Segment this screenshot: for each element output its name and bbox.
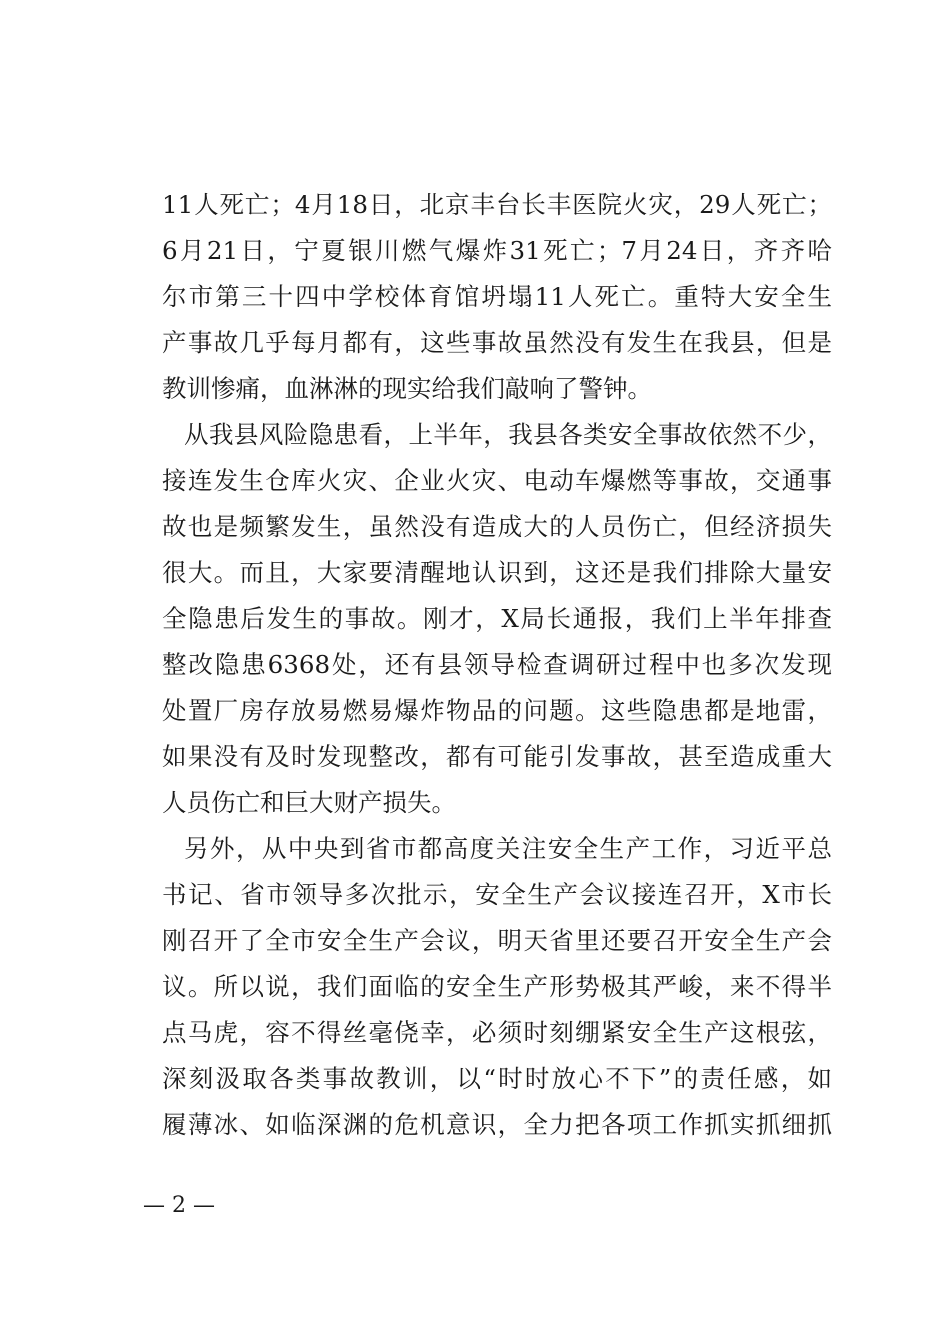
text-line: 整改隐患6368处，还有县领导检查调研过程中也多次发现 — [162, 650, 832, 679]
text-line: 刚召开了全市安全生产会议，明天省里还要召开安全生产会 — [162, 926, 832, 955]
text-line: 尔市第三十四中学校体育馆坍塌11人死亡。重特大安全生 — [162, 282, 832, 311]
text-line: 处置厂房存放易燃易爆炸物品的问题。这些隐患都是地雷， — [162, 696, 832, 725]
text-line: 深刻汲取各类事故教训，以“时时放心不下”的责任感，如 — [162, 1064, 832, 1093]
text-line: 议。所以说，我们面临的安全生产形势极其严峻，来不得半 — [162, 972, 832, 1001]
text-line: 教训惨痛，血淋淋的现实给我们敲响了警钟。 — [162, 374, 652, 403]
paragraph-start-line: 另外，从中央到省市都高度关注安全生产工作，习近平总 — [184, 834, 832, 863]
text-line: 全隐患后发生的事故。刚才，X局长通报，我们上半年排查 — [162, 604, 832, 633]
text-line: 点马虎，容不得丝毫侥幸，必须时刻绷紧安全生产这根弦， — [162, 1018, 832, 1047]
text-line: 产事故几乎每月都有，这些事故虽然没有发生在我县，但是 — [162, 328, 832, 357]
text-line: 很大。而且，大家要清醒地认识到，这还是我们排除大量安 — [162, 558, 832, 587]
text-line: 6月21日，宁夏银川燃气爆炸31死亡；7月24日，齐齐哈 — [162, 236, 832, 265]
paragraph-start-line: 从我县风险隐患看，上半年，我县各类安全事故依然不少， — [184, 420, 832, 449]
text-line: 故也是频繁发生，虽然没有造成大的人员伤亡，但经济损失 — [162, 512, 832, 541]
text-line: 人员伤亡和巨大财产损失。 — [162, 788, 456, 817]
text-line: 接连发生仓库火灾、企业火灾、电动车爆燃等事故，交通事 — [162, 466, 832, 495]
text-line: 履薄冰、如临深渊的危机意识，全力把各项工作抓实抓细抓 — [162, 1110, 832, 1139]
text-line: 如果没有及时发现整改，都有可能引发事故，甚至造成重大 — [162, 742, 832, 771]
text-line: 11人死亡；4月18日，北京丰台长丰医院火灾，29人死亡； — [162, 190, 832, 219]
page-number: — 2 — — [143, 1193, 215, 1218]
text-line: 书记、省市领导多次批示，安全生产会议接连召开，X市长 — [162, 880, 832, 909]
